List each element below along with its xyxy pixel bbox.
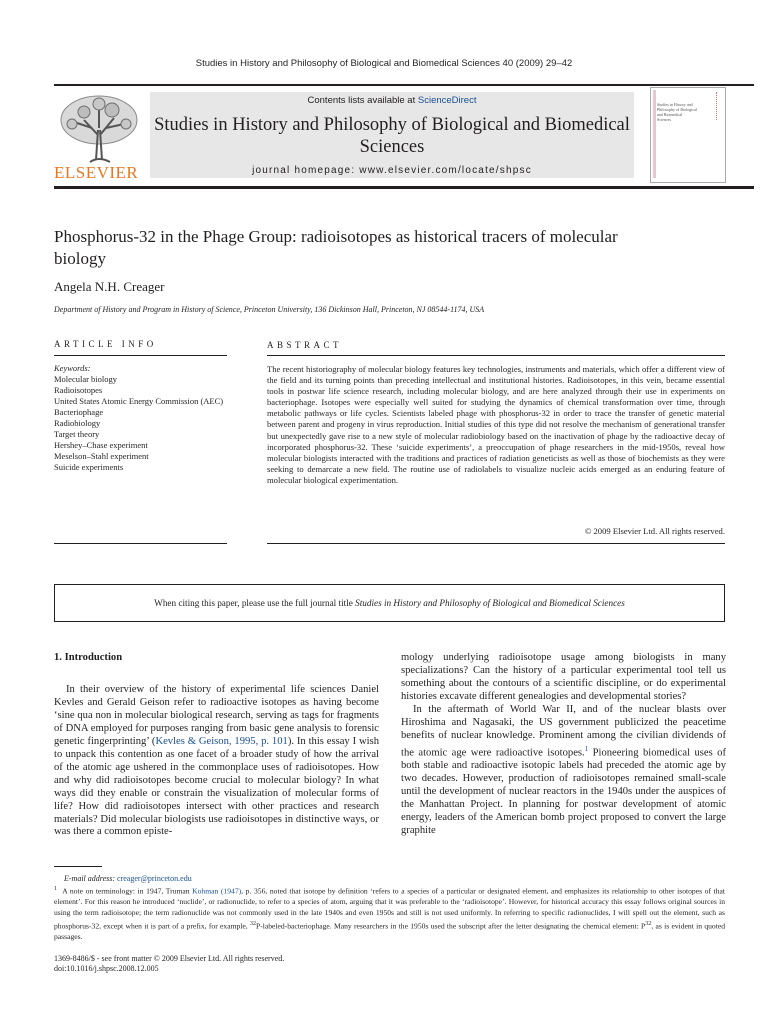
- contents-line: [150, 95, 634, 106]
- body-column-left: [54, 684, 379, 839]
- keywords-list: [54, 374, 230, 473]
- keyword: Radiobiology: [54, 418, 101, 428]
- author-email-line: [64, 874, 192, 883]
- paragraph-text: In the aftermath of World War II, and of the nuclear blasts over Hiroshima and Nagasaki, the US government publicized the peacetime benefits of nuclear knowledge. Prominent among the civilian dividends of the atomic age were radioactive isotopes.: [401, 703, 726, 759]
- section-heading: 1. Introduction: [54, 652, 123, 663]
- paragraph-text: In their overview of the history of experimental life sciences Daniel Kevles and Gerald Geison refer to radioactive isotopes as having become ‘sine qua non in molecular biological research, serving as tags for fragments of DNA employed for purposes ranging from basic gene analysis to forensic genetic fingerprinting’ (: [54, 684, 379, 747]
- footnote-text: P-labeled-bacteriophage. Many researchers in the 1950s used the subscript after the letter designating the chemical element: P: [255, 921, 646, 931]
- reference-link[interactable]: Kohman (1947): [192, 886, 242, 896]
- citation-notice-box: [54, 584, 725, 622]
- email-label: E-mail address:: [64, 874, 118, 883]
- author-affiliation: Department of History and Program in History of Science, Princeton University, 136 Dickinson Hall, Princeton, NJ 08544-1174, USA: [54, 305, 485, 314]
- body-column-right: [401, 652, 726, 838]
- front-matter: [54, 954, 284, 974]
- keyword: Radioisotopes: [54, 385, 103, 395]
- article-author: Angela N.H. Creager: [54, 279, 165, 294]
- keyword: Molecular biology: [54, 374, 118, 384]
- footnote-text: , as is evident in quoted passages.: [54, 921, 726, 942]
- keyword: United States Atomic Energy Commission (AEC): [54, 396, 224, 406]
- keyword: Hershey–Chase experiment: [54, 440, 148, 450]
- keyword: Suicide experiments: [54, 462, 124, 472]
- abstract-heading: ABSTRACT: [267, 340, 343, 350]
- superscript: 32: [249, 920, 256, 927]
- journal-title: Studies in History and Philosophy of Biological and Biomedical Sciences: [154, 115, 630, 157]
- header-bottom-rule: [54, 186, 754, 189]
- abstract-copyright: © 2009 Elsevier Ltd. All rights reserved.: [584, 526, 725, 536]
- author-email-link[interactable]: creager@princeton.edu: [117, 874, 192, 883]
- paragraph-text: Pioneering biomedical uses of both stable and radioactive isotopic labels had preceded the atomic age by two decades. However, production of radioisotopes remained small-scale until the development of nuclear reactors in the 1940s under the auspices of the Manhattan Project. In planning for postwar development of atomic energy, leaders of the American bomb project proposed to convert the large graphite: [401, 747, 726, 836]
- footnote-number: 1: [54, 886, 57, 892]
- article-info-bottom-rule: [54, 543, 227, 544]
- keywords-label: Keywords:: [54, 363, 91, 373]
- paragraph-text: ). In this essay I wish to unpack this contention as one facet of a broader study of how the arrival of the atomic age ushered in the commonplace uses of radioisotopes. How and why did radioisotopes become crucial to molecular biology? In what ways did they enable or constrain the visualization of molecular forms of life? How did radioisotopes intersect with other practices and research materials? Did molecular biologists use radioisotopes in distinctive ways, or was there a common episte-: [54, 735, 379, 838]
- body-paragraph: [401, 704, 726, 838]
- reference-link[interactable]: Kevles & Geison, 1995, p. 101: [155, 735, 288, 747]
- cover-decoration: [716, 92, 721, 120]
- article-info-rule: [54, 355, 227, 356]
- contents-prefix: Contents lists available at: [307, 95, 418, 106]
- citation-journal-title: Studies in History and Philosophy of Biological and Biomedical Sciences: [355, 598, 625, 608]
- abstract-bottom-rule: [267, 543, 725, 544]
- footnote-text: A note on terminology: in 1947, Truman: [62, 886, 193, 896]
- cover-band: [653, 90, 656, 178]
- elsevier-wordmark: ELSEVIER: [54, 163, 139, 182]
- body-paragraph: [54, 684, 379, 839]
- keyword: Bacteriophage: [54, 407, 104, 417]
- footnote-rule: [54, 866, 102, 867]
- citation-notice-text: [154, 598, 625, 608]
- citation-prefix: When citing this paper, please use the full journal title: [154, 598, 356, 608]
- doi-line[interactable]: doi:10.1016/j.shpsc.2008.12.005: [54, 964, 159, 973]
- abstract-rule: [267, 355, 725, 356]
- journal-homepage[interactable]: journal homepage: www.elsevier.com/locate/shpsc: [252, 165, 532, 176]
- sciencedirect-link[interactable]: ScienceDirect: [417, 95, 477, 106]
- journal-cover-thumbnail: [650, 87, 726, 183]
- keyword: Meselson–Stahl experiment: [54, 451, 149, 461]
- running-head: Studies in History and Philosophy of Biological and Biomedical Sciences 40 (2009) 29–42: [195, 58, 573, 69]
- body-paragraph: mology underlying radioisotope usage among biologists in many specializations? Can the history of a particular experimental tool tell us something about the contours of a scientific discipline, or do experimental histories excavate different genealogies and developmental stories?: [401, 652, 726, 702]
- abstract-text: The recent historiography of molecular biology features key technologies, instruments and materials, which offer a different view of the field and its turning points than preceding intellectual and institutional histories. Radioisotopes, in this vein, became essential tools in postwar life science research, including molecular biology, and are here analyzed through their use in experiments on bacteriophage. Isotopes were especially well suited for studying the dynamics of chemical transformation over time, through metabolic pathways or life cycles. Scientists labeled phage with phosphorus-32 in order to trace the transfer of genetic material between parent and progeny in virus reproduction. Initial studies of this type did not resolve the mechanism of generational transfer but unexpectedly gave rise to a new style of molecular radiobiology based on the inactivation of phage by the radioactive decay of incorporated phosphorus-32. These ‘suicide experiments’, a preoccupation of phage researchers in the mid-1950s, reveal how molecular biologists interacted with the traditions and practices of radiation geneticists as well as those of biochemists as they were seeking to demarcate a new field. The routine use of radiolabels to visualize nucleic acids emerged as an enduring feature of molecular biological experimentation.: [267, 364, 725, 485]
- article-info-heading: ARTICLE INFO: [54, 339, 157, 349]
- footnote-text: , p. 356, noted that isotope by definition ‘refers to a species of a particular or designated element, and emphasizes its relationship to other isotopes of that element’. For this reason he introduced ‘nuclide’, or radionuclide, to refer to a species of atom, arguing that it was preferable to the ‘radioisotope’. However, for historical accuracy this essay follows original sources in using the term radioisotope; the term radionuclide was not commonly used in the late 1940s and even 1950s and still is not used uniformly. In referring to specific radionuclides, I will spell out the element, such as phosphorus-32, except when it is part of a prefix, for example,: [54, 886, 725, 931]
- keyword: Target theory: [54, 429, 100, 439]
- footnote-link[interactable]: 1: [584, 744, 589, 753]
- header-top-rule: [54, 84, 754, 86]
- superscript: 32: [645, 920, 652, 927]
- issn-line: 1369-8486/$ - see front matter © 2009 Elsevier Ltd. All rights reserved.: [54, 954, 285, 963]
- article-title: Phosphorus-32 in the Phage Group: radioisotopes as historical tracers of molecular biology: [54, 227, 618, 268]
- footnote-1: [54, 884, 725, 943]
- cover-title: Studies in History and Philosophy of Biological and Biomedical Sciences: [657, 102, 697, 122]
